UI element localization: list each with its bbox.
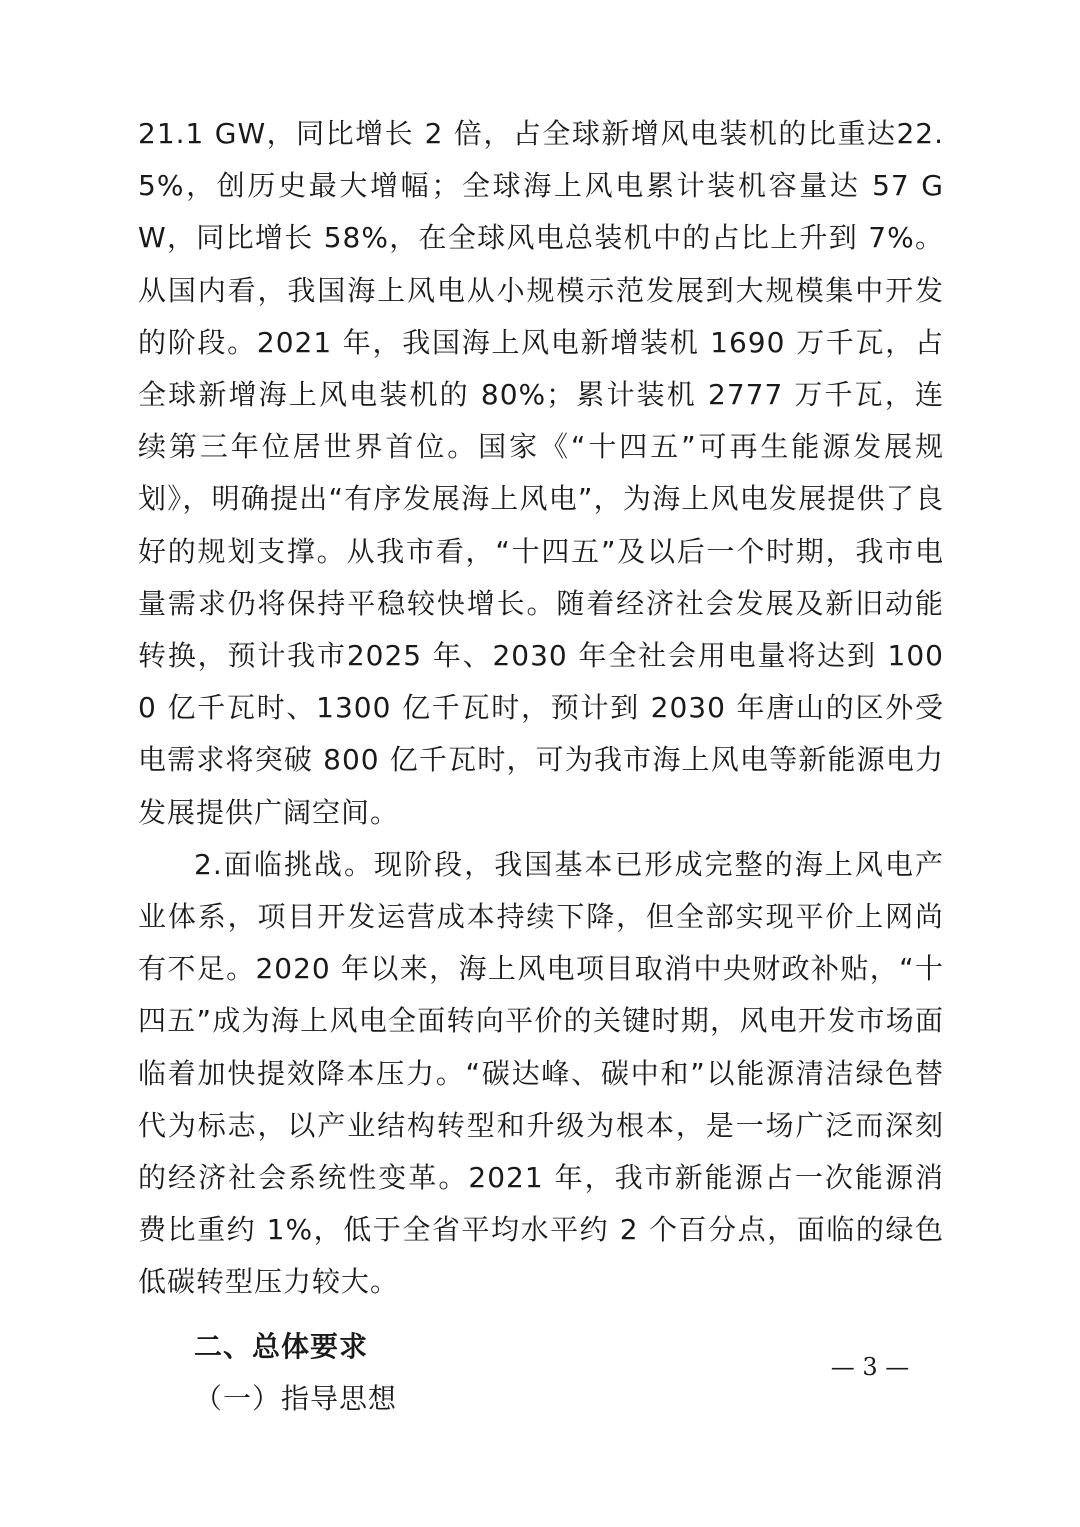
body-text	[138, 108, 944, 1425]
section-heading: 二、总体要求	[194, 1329, 369, 1363]
paragraph-challenges: 2.面临挑战。现阶段，我国基本已形成完整的海上风电产业体系，项目开发运营成本持续下降，但全部实现平价上网尚有不足。2020 年以来，海上风电项目取消中央财政补贴，“十四五”成为海上风电全面转向平价的关键时期，风电开发市场面临着加快提效降本压力。“碳达峰、碳中和”以能源清洁绿色替代为标志，以产业结构转型和升级为根本，是一场广泛而深刻的经济社会系统性变革。2021 年，我市新能源占一次能源消费比重约 1%，低于全省平均水平约 2 个百分点，面临的绿色低碳转型压力较大。	[138, 847, 944, 1299]
paragraph-opportunities-continued: 21.1 GW，同比增长 2 倍，占全球新增风电装机的比重达22.5%，创历史最大增幅；全球海上风电累计装机容量达 57 GW，同比增长 58%，在全球风电总装机中的占比上升到 7%。从国内看，我国海上风电从小规模示范发展到大规模集中开发的阶段。2021 年，我国海上风电新增装机 1690 万千瓦，占全球新增海上风电装机的 80%；累计装机 2777 万千瓦，连续第三年位居世界首位。国家《“十四五”可再生能源发展规划》，明确提出“有序发展海上风电”，为海上风电发展提供了良好的规划支撑。从我市看，“十四五”及以后一个时期，我市电量需求仍将保持平稳较快增长。随着经济社会发展及新旧动能转换，预计我市2025 年、2030 年全社会用电量将达到 1000 亿千瓦时、1300 亿千瓦时，预计到 2030 年唐山的区外受电需求将突破 800 亿千瓦时，可为我市海上风电等新能源电力发展提供广阔空间。	[138, 117, 944, 829]
subsection-heading: （一）指导思想	[194, 1381, 398, 1415]
page-number: — 3 —	[830, 1353, 910, 1381]
